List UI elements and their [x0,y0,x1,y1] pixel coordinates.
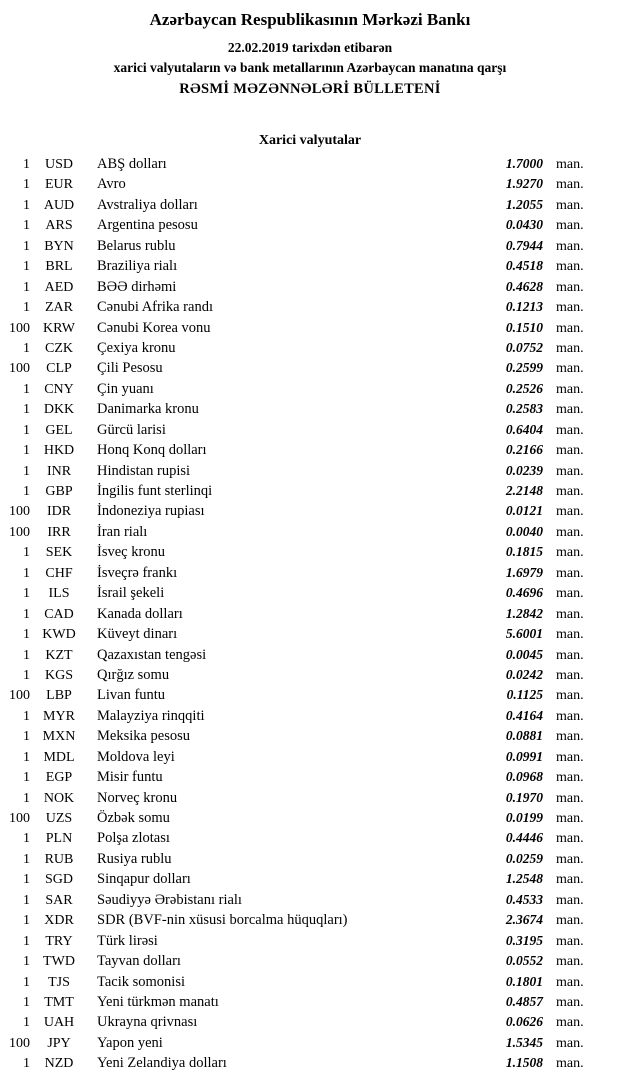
unit-label: man. [556,708,584,724]
quantity: 100 [9,688,30,704]
currency-code: AED [44,279,74,295]
unit-label: man. [556,402,584,418]
currency-code: MXN [42,729,76,745]
currency-name: Rusiya rublu [97,850,172,867]
table-row [0,604,620,624]
unit-label: man. [556,259,584,275]
quantity: 100 [9,361,30,377]
unit-label: man. [556,381,584,397]
quantity: 1 [23,157,30,172]
currency-code: CHF [45,565,73,581]
unit-label: man. [556,974,584,990]
currency-rates-table [0,154,620,1073]
currency-name: İndoneziya rupiası [97,503,205,520]
currency-code: USD [44,157,73,172]
quantity: 1 [23,606,30,622]
rate-value: 2.3674 [505,912,543,928]
currency-name: Gürcü larisi [97,421,166,438]
unit-label: man. [556,872,584,888]
currency-name: Tacik somonisi [97,973,185,990]
unit-label: man. [556,851,584,867]
rate-value: 1.7000 [505,156,543,171]
currency-code: CAD [44,606,74,622]
quantity: 100 [9,1035,30,1051]
rate-value: 0.0040 [505,523,543,539]
rate-value: 0.0752 [505,339,543,355]
currency-code: PLN [45,831,73,847]
table-row [0,645,620,665]
currency-name: Danimarka kronu [97,401,199,418]
rate-value: 0.0552 [505,953,543,969]
rate-value: 0.1815 [505,544,543,560]
rate-value: 1.2548 [505,871,543,887]
table-row [0,624,620,644]
unit-label: man. [556,157,584,172]
currency-name: Belarus rublu [97,237,176,254]
bulletin-title: RƏSMİ MƏZƏNNƏLƏRİ BÜLLETENİ [179,81,441,97]
currency-code: EGP [45,770,73,786]
quantity: 1 [23,790,30,806]
currency-name: Avro [97,176,126,193]
quantity: 1 [23,1015,30,1031]
currency-code: EUR [45,177,73,193]
currency-code: CZK [45,340,73,356]
unit-label: man. [556,565,584,581]
table-row [0,828,620,848]
unit-label: man. [556,218,584,234]
currency-name: Argentina pesosu [97,217,198,234]
currency-code: RUB [44,851,74,867]
table-row [0,154,620,174]
currency-code: BRL [45,259,73,275]
currency-code: GBP [45,484,73,499]
rate-value: 0.0199 [505,810,543,825]
quantity: 1 [23,463,30,479]
table-row [0,174,620,194]
table-row [0,972,620,992]
table-row [0,277,620,297]
table-row [0,461,620,481]
currency-name: Avstraliya dolları [97,196,198,213]
quantity: 1 [23,177,30,193]
rate-value: 0.4696 [505,585,543,601]
table-row [0,399,620,419]
table-row [0,215,620,235]
rate-value: 1.6979 [505,564,543,580]
rate-value: 0.4857 [505,993,543,1009]
quantity: 1 [23,872,30,888]
table-row [0,665,620,685]
rate-value: 0.4533 [505,891,543,907]
rate-value: 5.6001 [505,626,543,642]
rate-value: 0.4628 [505,278,543,294]
quantity: 1 [23,729,30,745]
unit-label: man. [556,729,584,745]
unit-label: man. [556,504,584,520]
currency-code: SGD [44,872,73,888]
currency-name: Yeni türkmən manatı [97,993,219,1010]
currency-code: IRR [47,524,71,540]
rate-value: 0.0242 [505,666,543,682]
section-title-foreign-currencies: Xarici valyutalar [258,133,362,148]
rate-value: 0.4446 [505,830,543,846]
unit-label: man. [556,770,584,786]
currency-code: KRW [43,320,75,336]
unit-label: man. [556,586,584,602]
currency-code: JPY [47,1035,71,1051]
unit-label: man. [556,606,584,622]
unit-label: man. [556,667,584,683]
currency-code: MYR [43,708,75,724]
rate-value: 0.0626 [505,1014,543,1030]
table-row [0,522,620,542]
currency-name: Qazaxıstan tengəsi [97,646,207,663]
unit-label: man. [556,1035,584,1051]
table-row [0,440,620,460]
rate-value: 0.1801 [505,973,543,989]
unit-label: man. [556,443,584,459]
table-row [0,1012,620,1032]
table-row [0,338,620,358]
rate-value: 0.2166 [505,442,543,458]
rate-value: 0.0968 [505,769,543,785]
currency-name: SDR (BVF-nin xüsusi borcalma hüquqları) [97,912,348,929]
quantity: 1 [23,402,30,418]
currency-name: Tayvan dolları [97,953,181,970]
currency-name: Özbək somu [97,810,170,826]
rate-value: 0.1213 [505,299,543,315]
currency-code: CNY [44,381,74,397]
currency-code: UZS [45,811,73,826]
rate-value: 0.0430 [505,217,543,233]
quantity: 1 [23,279,30,295]
currency-code: NZD [44,1056,74,1072]
quantity: 1 [23,994,30,1010]
rate-value: 0.0991 [505,748,543,764]
currency-name: Çin yuanı [97,380,154,397]
currency-code: TJS [48,974,70,990]
currency-code: BYN [44,238,74,254]
unit-label: man. [556,688,584,704]
unit-label: man. [556,892,584,908]
rate-value: 1.9270 [505,176,543,192]
unit-label: man. [556,320,584,336]
unit-label: man. [556,524,584,540]
table-row [0,747,620,767]
unit-label: man. [556,422,584,438]
currency-name: Çili Pesosu [97,360,163,377]
rate-value: 0.2599 [505,360,543,376]
currency-name: Kanada dolları [97,605,183,622]
currency-code: HKD [43,443,75,459]
currency-code: LBP [46,688,72,704]
table-row [0,1053,620,1073]
quantity: 1 [23,565,30,581]
currency-name: Meksika pesosu [97,728,191,745]
unit-label: man. [556,831,584,847]
quantity: 1 [23,586,30,602]
table-row [0,685,620,705]
rate-value: 2.2148 [505,483,543,498]
currency-name: Malayziya rinqqiti [97,707,205,724]
unit-label: man. [556,954,584,970]
currency-code: AUD [43,197,75,213]
rate-value: 0.2583 [505,401,543,417]
currency-code: TMT [44,994,74,1010]
quantity: 1 [23,422,30,438]
currency-name: Ukrayna qrivnası [97,1014,198,1031]
currency-name: Yeni Zelandiya dolları [97,1055,227,1072]
quantity: 1 [23,974,30,990]
currency-code: ILS [48,586,70,602]
table-row [0,951,620,971]
unit-label: man. [556,279,584,295]
rate-value: 0.1510 [505,319,543,335]
currency-code: ARS [45,218,73,234]
table-row [0,767,620,787]
currency-code: KZT [45,647,73,663]
rate-value: 0.1125 [506,687,543,703]
currency-code: CLP [46,361,72,377]
unit-label: man. [556,238,584,254]
table-row [0,869,620,889]
unit-label: man. [556,1015,584,1031]
table-row [0,706,620,726]
rate-value: 0.0239 [505,462,543,478]
quantity: 1 [23,667,30,683]
quantity: 100 [9,524,30,540]
table-row [0,358,620,378]
unit-label: man. [556,484,584,499]
rate-value: 0.2526 [505,380,543,396]
unit-label: man. [556,811,584,826]
table-row [0,931,620,951]
quantity: 1 [23,381,30,397]
unit-label: man. [556,463,584,479]
quantity: 1 [23,300,30,316]
quantity: 100 [9,320,30,336]
currency-name: Braziliya rialı [97,258,178,275]
unit-label: man. [556,647,584,663]
rate-value: 0.4164 [505,707,543,723]
currency-code: ZAR [45,300,73,316]
unit-label: man. [556,177,584,193]
quantity: 1 [23,749,30,765]
currency-code: GEL [45,422,73,438]
currency-code: IDR [46,504,72,520]
currency-name: İran rialı [97,523,148,540]
rate-value: 0.6404 [505,421,543,437]
currency-code: NOK [43,790,75,806]
unit-label: man. [556,627,584,643]
unit-label: man. [556,994,584,1010]
currency-code: TWD [43,954,75,970]
quantity: 100 [9,811,30,826]
currency-name: Küveyt dinarı [97,626,178,643]
currency-code: INR [46,463,72,479]
currency-code: MDL [43,749,75,765]
rate-value: 0.0259 [505,850,543,866]
table-row [0,379,620,399]
bank-name-title: Azərbaycan Respublikasının Mərkəzi Bankı [149,10,471,29]
table-row [0,420,620,440]
currency-name: Livan funtu [97,687,166,704]
unit-label: man. [556,545,584,561]
currency-name: Moldova leyi [97,748,175,765]
quantity: 1 [23,647,30,663]
currency-name: Sinqapur dolları [97,871,191,888]
currency-name: Çexiya kronu [97,339,176,356]
currency-name: Türk lirəsi [97,932,158,949]
table-row [0,256,620,276]
table-row [0,992,620,1012]
currency-name: İsrail şekeli [97,585,165,602]
currency-code: TRY [45,933,73,949]
unit-label: man. [556,300,584,316]
quantity: 1 [23,197,30,213]
table-row [0,563,620,583]
unit-label: man. [556,749,584,765]
rate-value: 0.1970 [505,789,543,805]
quantity: 1 [23,1056,30,1072]
quantity: 1 [23,954,30,970]
quantity: 1 [23,259,30,275]
rate-value: 0.4518 [505,258,543,274]
subtitle-line: xarici valyutaların və bank metallarının Azərbaycan manatına qarşı [113,60,507,75]
currency-code: SAR [45,892,73,908]
quantity: 1 [23,892,30,908]
currency-name: BƏƏ dirhəmi [97,278,177,295]
table-row [0,195,620,215]
currency-name: Cənubi Afrika randı [97,299,213,316]
quantity: 1 [23,627,30,643]
table-row [0,236,620,256]
quantity: 1 [23,851,30,867]
table-row [0,542,620,562]
quantity: 1 [23,933,30,949]
table-row [0,318,620,338]
table-row [0,726,620,746]
quantity: 1 [23,831,30,847]
rate-value: 0.0045 [505,646,543,662]
currency-code: UAH [43,1015,75,1031]
currency-name: İsveçrə frankı [97,564,178,581]
currency-code: KGS [44,667,73,683]
unit-label: man. [556,361,584,377]
table-row [0,583,620,603]
currency-name: İsveç kronu [97,544,166,561]
unit-label: man. [556,340,584,356]
currency-code: KWD [42,627,76,643]
quantity: 1 [23,484,30,499]
currency-name: Səudiyyə Ərəbistanı rialı [97,891,242,908]
unit-label: man. [556,1056,584,1072]
quantity: 100 [9,504,30,520]
currency-name: Qırğız somu [97,666,170,683]
table-row [0,501,620,521]
quantity: 1 [23,770,30,786]
quantity: 1 [23,545,30,561]
currency-name: Cənubi Korea vonu [97,319,211,336]
currency-name: İngilis funt sterlinqi [97,483,213,499]
currency-code: DKK [43,402,75,418]
currency-code: XDR [44,913,74,929]
quantity: 1 [23,913,30,929]
bulletin-header [0,9,620,100]
rate-value: 1.1508 [505,1055,543,1071]
quantity: 1 [23,443,30,459]
table-row [0,808,620,828]
quantity: 1 [23,340,30,356]
unit-label: man. [556,790,584,806]
unit-label: man. [556,197,584,213]
rate-value: 0.0121 [505,503,543,519]
rate-value: 0.3195 [505,932,543,948]
currency-name: Polşa zlotası [97,830,170,847]
currency-name: Honq Konq dolları [97,442,207,459]
currency-name: ABŞ dolları [97,156,167,172]
table-row [0,297,620,317]
table-row [0,1033,620,1053]
quantity: 1 [23,708,30,724]
rate-value: 0.0881 [505,728,543,744]
table-row [0,788,620,808]
table-row [0,481,620,501]
rate-value: 0.7944 [505,237,543,253]
quantity: 1 [23,218,30,234]
currency-name: Yapon yeni [97,1034,163,1051]
effective-date-line: 22.02.2019 tarixdən etibarən [227,40,393,55]
rate-value: 1.2055 [505,196,543,212]
unit-label: man. [556,913,584,929]
quantity: 1 [23,238,30,254]
table-row [0,910,620,930]
rate-value: 1.5345 [505,1034,543,1050]
currency-name: Hindistan rupisi [97,462,191,479]
table-row [0,849,620,869]
rate-value: 1.2842 [505,605,543,621]
currency-name: Misir funtu [97,769,163,786]
currency-name: Norveç kronu [97,789,178,806]
currency-code: SEK [45,545,73,561]
unit-label: man. [556,933,584,949]
table-row [0,890,620,910]
